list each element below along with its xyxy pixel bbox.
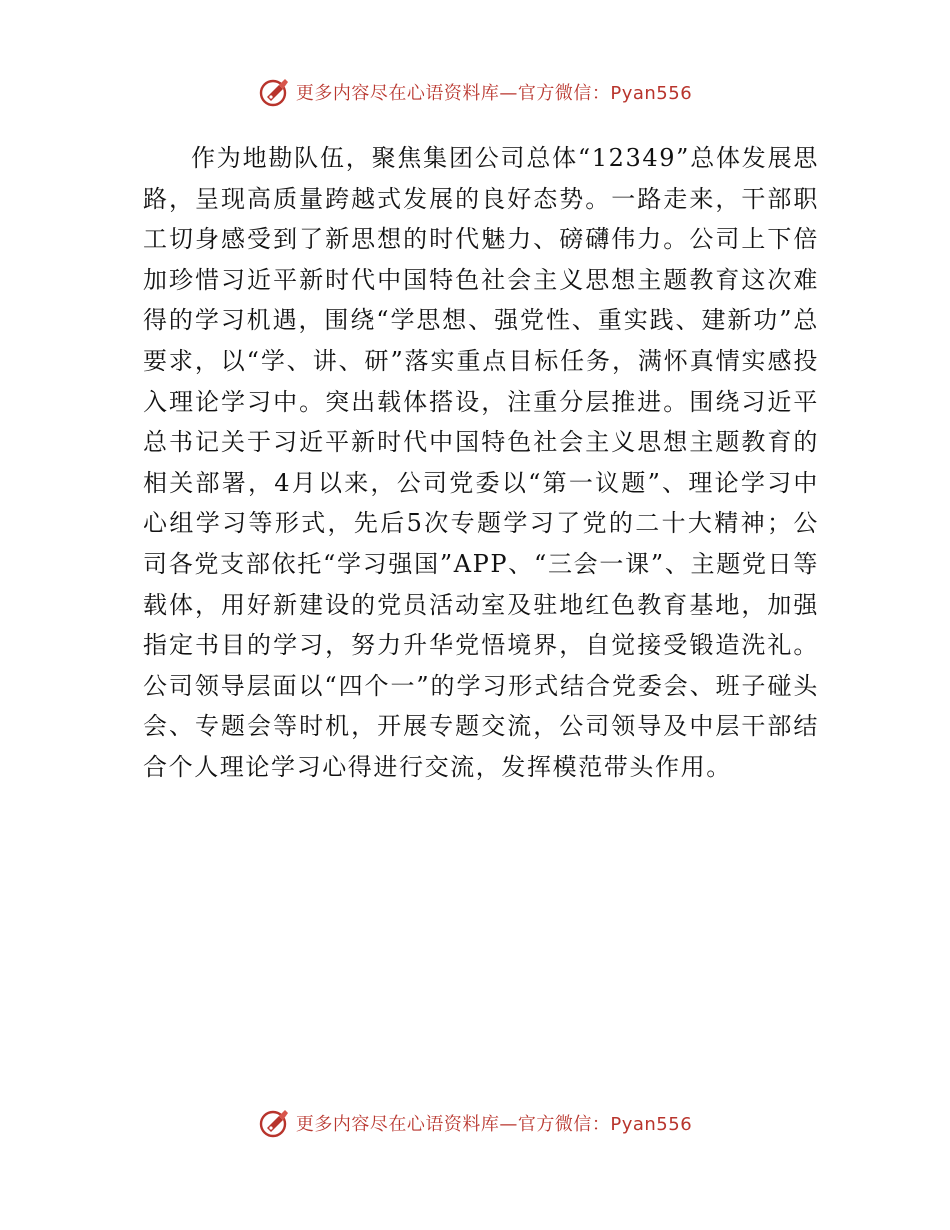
body-paragraph: 作为地勘队伍，聚焦集团公司总体“12349”总体发展思路，呈现高质量跨越式发展的良好态势。一路走来，干部职工切身感受到了新思想的时代魅力、磅礴伟力。公司上下倍加珍惜习近平新时代中国特色社会主义思想主题教育这次难得的学习机遇，围绕“学思想、强党性、重实践、建新功”总要求，以“学、讲、研”落实重点目标任务，满怀真情实感投入理论学习中。突出载体搭设，注重分层推进。围绕习近平总书记关于习近平新时代中国特色社会主义思想主题教育的相关部署，4月以来，公司党委以“第一议题”、理论学习中心组学习等形式，先后5次专题学习了党的二十大精神；公司各党支部依托“学习强国”APP、“三会一课”、主题党日等载体，用好新建设的党员活动室及驻地红色教育基地，加强指定书目的学习，努力升华党悟境界，自觉接受锻造洗礼。公司领导层面以“四个一”的学习形式结合党委会、班子碰头会、专题会等时机，开展专题交流，公司领导及中层干部结合个人理论学习心得进行交流，发挥模范带头作用。 xyxy=(143,144,819,781)
pen-nib-logo-icon xyxy=(258,75,292,109)
footer-banner xyxy=(0,1103,950,1143)
header-banner-text: 更多内容尽在心语资料库—官方微信：Pyan556 xyxy=(295,83,693,104)
footer-banner-text: 更多内容尽在心语资料库—官方微信：Pyan556 xyxy=(295,1114,693,1135)
document-body xyxy=(143,138,819,788)
pen-nib-logo-icon xyxy=(258,1106,292,1140)
header-banner xyxy=(0,72,950,112)
